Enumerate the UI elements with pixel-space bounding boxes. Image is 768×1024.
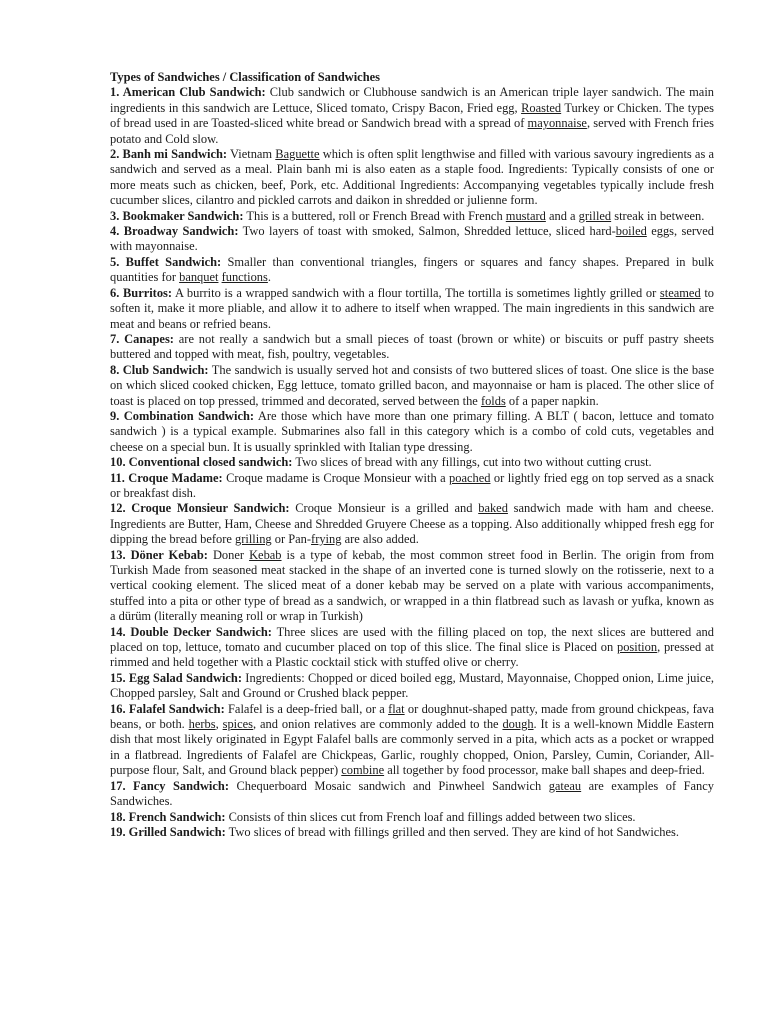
entry-text: or doughnut-shaped patty, made from ground chickpeas, fava beans, or both. [110, 701, 714, 732]
entry-text: and a [545, 208, 579, 223]
sandwich-entry [110, 455, 714, 470]
hyperlink-term: gateau [548, 778, 582, 793]
entry-text: Club sandwich or Clubhouse sandwich is an American triple layer sandwich. The main ingredients in this sandwich are Lettuce, Sliced tomato, Crispy Bacon, Fried egg, [110, 85, 714, 115]
entry-heading: 1. American Club Sandwich: [110, 85, 266, 100]
entry-text: Two slices of bread with any fillings, cut into two without cutting crust. [292, 455, 652, 470]
entry-text: or lightly fried egg on top served as a snack or breakfast dish. [110, 470, 714, 500]
sandwich-entry [110, 779, 714, 810]
entry-text: Vietnam [227, 147, 276, 162]
sandwich-entry [110, 409, 714, 455]
entry-text: streak in between. [611, 208, 705, 223]
entry-text: sandwich made with ham and cheese. Ingredients are Butter, Ham, Cheese and Shredded Gruyere Cheese as a topping. Also additionally whipped fresh egg for dipping the bread before [110, 501, 714, 547]
entry-text: A burrito is a wrapped sandwich with a flour tortilla, The tortilla is sometimes lightly grilled or [172, 285, 660, 300]
document-body [110, 70, 714, 840]
entry-text: Chequerboard Mosaic sandwich and Pinwheel Sandwich [228, 778, 549, 793]
entry-text: , pressed at rimmed and held together with a Plastic cocktail stick with stuffed olive or cherry. [110, 640, 714, 670]
entry-heading: 3. Bookmaker Sandwich: [110, 208, 244, 223]
sandwich-entry [110, 147, 714, 209]
hyperlink-term: position [616, 640, 658, 655]
entry-heading: 2. Banh mi Sandwich: [110, 147, 228, 162]
hyperlink-term: dough [502, 717, 534, 732]
sandwich-entry [110, 224, 714, 255]
sandwich-entry [110, 85, 714, 147]
entry-text: are not really a sandwich but a small pieces of toast (brown or white) or biscuits or puff pastry sheets buttered and topped with meat, fish, poultry, vegetables. [110, 331, 714, 362]
entry-text: are examples of Fancy Sandwiches. [110, 778, 714, 809]
entry-text: The sandwich is usually served hot and consists of two buttered slices of toast. One slice is the base on which sliced cooked chicken, Egg lettuce, tomato grilled bacon, and mayonnaise or ham is placed. The other slice of toast is placed on top pressed, trimmed and decorated, served between the [110, 362, 714, 408]
hyperlink-term: Baguette [275, 147, 320, 162]
entry-heading: 9. Combination Sandwich: [110, 408, 255, 423]
entry-text: Turkey or Chicken. The types of bread used in are Toasted-sliced white bread or Sandwich bread with a spread of [110, 100, 714, 131]
entry-heading: 17. Fancy Sandwich: [110, 778, 229, 793]
sandwich-entry [110, 363, 714, 409]
hyperlink-term: combine [341, 763, 385, 778]
hyperlink-term: functions [221, 270, 268, 285]
entry-text: which is often split lengthwise and filled with various savoury ingredients as a sandwich and served as a meal. Plain banh mi is also eaten as a staple food. Ingredients: Typically consists of one or more meats such as chicken, beef, Pork, etc. Additional Ingredients: Accompanying vegetables typically include fresh cucumber slices, cilantro and pickled carrots and daikon in shredded or julienne form. [110, 147, 714, 208]
entry-text: or Pan- [271, 532, 312, 547]
entry-heading: 6. Burritos: [110, 285, 173, 300]
hyperlink-term: steamed [659, 285, 701, 300]
sandwich-entry [110, 332, 714, 363]
hyperlink-term: poached [449, 470, 491, 485]
entry-text: Consists of thin slices cut from French loaf and fillings added between two slices. [225, 809, 636, 824]
entry-heading: 8. Club Sandwich: [110, 362, 209, 377]
document-title: Types of Sandwiches / Classification of Sandwiches [110, 70, 380, 84]
entry-heading: 15. Egg Salad Sandwich: [110, 670, 242, 685]
entry-text: are also added. [341, 532, 419, 547]
entry-heading: 12. Croque Monsieur Sandwich: [110, 501, 290, 516]
entry-text: Three slices are used with the filling placed on top, the next slices are buttered and placed on top, lettuce, tomato and cucumber placed on top of this slice. The final slice is Placed on [110, 624, 714, 655]
sandwich-entry [110, 671, 714, 702]
entry-heading: 7. Canapes: [110, 331, 174, 346]
entry-text: eggs, served with mayonnaise. [110, 224, 714, 254]
sandwich-entry-list [110, 85, 714, 840]
sandwich-entry [110, 625, 714, 671]
sandwich-entry [110, 810, 714, 825]
entry-heading: 5. Buffet Sandwich: [110, 254, 222, 269]
hyperlink-term: Kebab [249, 547, 282, 562]
hyperlink-term: grilled [578, 208, 612, 223]
hyperlink-term: spices [222, 717, 254, 732]
entry-heading: 14. Double Decker Sandwich: [110, 624, 272, 639]
entry-heading: 10. Conventional closed sandwich: [110, 455, 293, 470]
entry-text: Are those which have more than one primary filling. A BLT ( bacon, lettuce and tomato sandwich ) is a typical example. Submarines also fall in this category which is a combo of cold cuts, vegetables and cheese on a special bun. It is usually sprinkled with Italian type dressing. [110, 408, 714, 454]
sandwich-entry [110, 501, 714, 547]
hyperlink-term: herbs [188, 717, 216, 732]
hyperlink-term: Roasted [521, 100, 562, 115]
hyperlink-term: mustard [505, 208, 546, 223]
entry-heading: 13. Döner Kebab: [110, 547, 208, 562]
entry-heading: 11. Croque Madame: [110, 470, 223, 485]
entry-text: all together by food processor, make ball shapes and deep-fried. [384, 763, 705, 778]
entry-text: Two slices of bread with fillings grilled and then served. They are kind of hot Sandwiches. [225, 824, 679, 839]
entry-text: Croque Monsieur is a grilled and [289, 501, 479, 516]
entry-text: Falafel is a deep-fried ball, or a [224, 701, 389, 716]
entry-text: This is a buttered, roll or French Bread with French [243, 208, 506, 223]
hyperlink-term: flat [388, 701, 405, 716]
sandwich-entry [110, 471, 714, 502]
sandwich-entry [110, 702, 714, 779]
hyperlink-term: folds [480, 393, 506, 408]
entry-heading: 16. Falafel Sandwich: [110, 701, 225, 716]
entry-text: of a paper napkin. [505, 393, 599, 408]
entry-text: is a type of kebab, the most common street food in Berlin. The origin from from Turkish Made from seasoned meat stacked in the shape of an inverted cone is turned slowly on the rotisserie, next to a vertical cooking element. The sliced meat of a doner kebab may be served on a plate with various accompaniments, stuffed into a pita or other type of bread as a sandwich, or wrapped in a thin flatbread such as lavash or yufka, known as a dürüm (literally meaning roll or wrap in Turkish) [110, 547, 714, 624]
entry-text: , [215, 717, 223, 732]
hyperlink-term: banquet [179, 270, 219, 285]
entry-text: to soften it, make it more pliable, and allow it to adhere to itself when wrapped. The main ingredients in this sandwich are meat and beans or refried beans. [110, 285, 714, 331]
entry-text: . [267, 270, 271, 285]
sandwich-entry [110, 286, 714, 332]
hyperlink-term: boiled [615, 224, 647, 239]
entry-heading: 4. Broadway Sandwich: [110, 224, 239, 239]
sandwich-entry [110, 825, 714, 840]
sandwich-entry [110, 548, 714, 625]
entry-text: Doner [207, 547, 250, 562]
entry-text: Smaller than conventional triangles, fingers or squares and fancy shapes. Prepared in bulk quantities for [110, 254, 714, 285]
entry-text: , served with French fries potato and Cold slow. [110, 116, 714, 146]
sandwich-entry [110, 255, 714, 286]
hyperlink-term: mayonnaise [527, 116, 587, 131]
hyperlink-term: frying [311, 532, 342, 547]
entry-heading: 18. French Sandwich: [110, 809, 226, 824]
entry-text: , and onion relatives are commonly added to the [253, 717, 503, 732]
sandwich-entry [110, 209, 714, 224]
entry-text: Ingredients: Chopped or diced boiled egg, Mustard, Mayonnaise, Chopped onion, Lime juice, Chopped parsley, Salt and Ground or Crushed black pepper. [110, 670, 715, 701]
entry-text: Two layers of toast with smoked, Salmon, Shredded lettuce, sliced hard- [238, 224, 616, 239]
hyperlink-term: baked [478, 501, 508, 516]
hyperlink-term: grilling [235, 532, 272, 547]
entry-text: Croque madame is Croque Monsieur with a [222, 470, 450, 485]
entry-text: . It is a well-known Middle Eastern dish that most likely originated in Egypt Falafel balls are commonly served in a pita, which acts as a pocket or wrapped in a flatbread. Ingredients of Falafel are Chickpeas, Garlic, roughly chopped, Onion, Parsley, Cumin, Coriander, All-purpose flour, Salt, and Ground black pepper) [110, 717, 714, 778]
entry-heading: 19. Grilled Sandwich: [110, 824, 226, 839]
